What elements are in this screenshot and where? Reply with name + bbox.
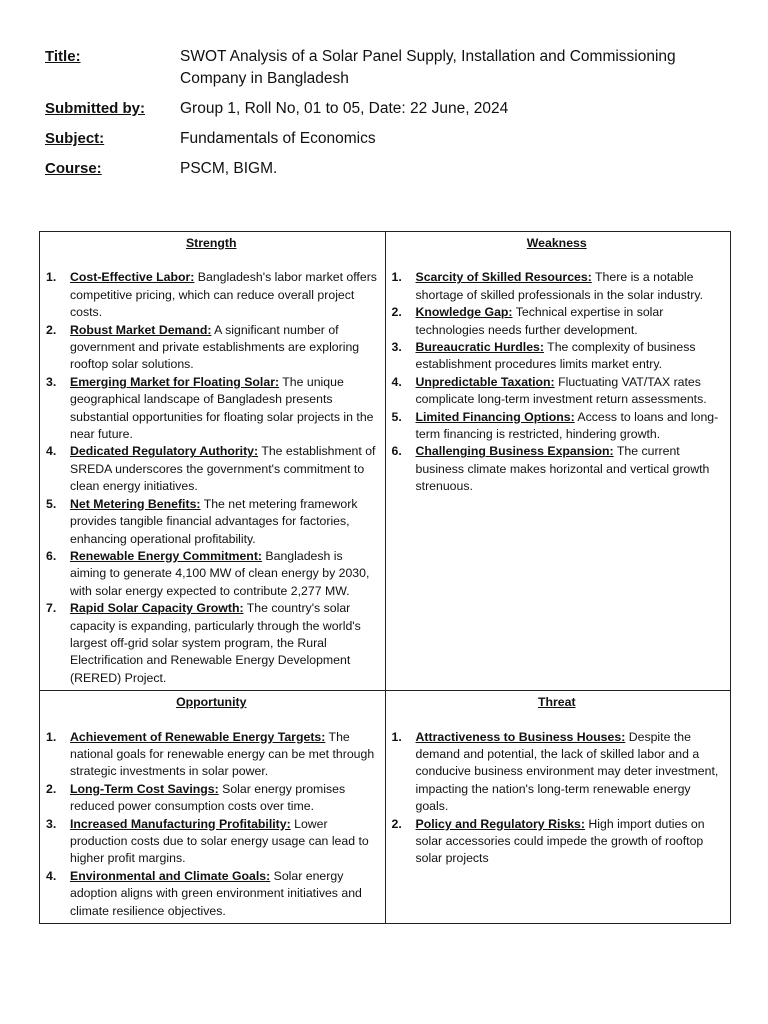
item-term: Challenging Business Expansion:	[415, 444, 614, 459]
item-body	[70, 600, 379, 687]
item-text: The current business climate makes horizontal and vertical growth strenuous.	[415, 444, 710, 494]
item-term: Long-Term Cost Savings:	[70, 781, 219, 796]
item-number: 4.	[46, 444, 57, 459]
swot-row-top	[40, 232, 731, 691]
item-body	[416, 443, 725, 495]
item-term: Increased Manufacturing Profitability:	[70, 816, 291, 831]
course-row	[45, 158, 735, 180]
swot-table	[39, 231, 731, 924]
item-number: 2.	[46, 322, 57, 337]
list-item	[44, 269, 379, 321]
item-text: The national goals for renewable energy can be met through strategic investments in solar power.	[70, 729, 375, 779]
item-number: 6.	[46, 548, 57, 563]
list-item	[390, 374, 725, 409]
list-item	[44, 868, 379, 920]
item-text: Bangladesh's labor market offers competitive pricing, which can reduce overall project costs.	[70, 270, 377, 320]
item-text: Technical expertise in solar technologies needs further development.	[415, 305, 664, 337]
document-title: SWOT Analysis of a Solar Panel Supply, Installation and Commissioning Company in Bangladesh	[180, 48, 676, 87]
subject-label: Subject:	[45, 130, 105, 147]
item-body	[70, 781, 379, 816]
item-number: 5.	[46, 496, 57, 511]
title-row	[45, 46, 735, 90]
list-item	[390, 729, 725, 816]
item-term: Bureaucratic Hurdles:	[415, 340, 544, 355]
item-term: Net Metering Benefits:	[70, 496, 201, 511]
item-text: A significant number of government and private establishments are exploring rooftop solar solutions.	[70, 322, 360, 372]
item-term: Environmental and Climate Goals:	[70, 868, 271, 883]
item-text: Lower production costs due to solar energy usage can lead to higher profit margins.	[70, 816, 369, 866]
item-text: The net metering framework provides tangible financial advantages for factories, enhancing operational profitability.	[70, 496, 358, 546]
list-item	[390, 409, 725, 444]
item-body	[70, 548, 379, 600]
opportunity-cell	[40, 691, 386, 924]
item-number: 1.	[391, 270, 402, 285]
item-term: Attractiveness to Business Houses:	[415, 729, 626, 744]
subject-value: Fundamentals of Economics	[180, 130, 376, 147]
weakness-list	[390, 269, 725, 495]
list-item	[44, 729, 379, 781]
item-body	[416, 269, 725, 304]
item-body	[416, 339, 725, 374]
title-label: Title:	[45, 48, 81, 65]
list-item	[44, 816, 379, 868]
strength-heading: Strength	[185, 236, 237, 250]
item-text: There is a notable shortage of skilled professionals in the solar industry.	[415, 270, 704, 302]
item-body	[70, 374, 379, 444]
item-body	[416, 409, 725, 444]
item-text: High import duties on solar accessories could impede the growth of rooftop solar projects	[415, 816, 705, 866]
item-term: Unpredictable Taxation:	[415, 374, 555, 389]
document-header	[45, 46, 735, 188]
item-body	[416, 304, 725, 339]
weakness-heading: Weakness	[526, 236, 587, 250]
item-text: Solar energy promises reduced power consumption costs over time.	[70, 781, 346, 814]
strength-list	[44, 269, 379, 687]
item-body	[70, 496, 379, 548]
item-body	[70, 269, 379, 321]
item-text: Access to loans and long-term financing is restricted, hindering growth.	[415, 409, 719, 442]
list-item	[44, 600, 379, 687]
item-text: Solar energy adoption aligns with green environment initiatives and climate resilience objectives.	[70, 868, 362, 918]
item-text: Despite the demand and potential, the lack of skilled labor and a conducive business environment may deter investment, impacting the nation's long-term renewable energy goals.	[415, 729, 719, 814]
threat-heading: Threat	[537, 695, 576, 710]
item-number: 4.	[391, 374, 402, 389]
strength-cell	[40, 232, 386, 691]
item-text: Bangladesh is aiming to generate 4,100 MW of clean energy by 2030, with solar energy expected to contribute 2,277 MW.	[70, 548, 370, 598]
subject-row	[45, 128, 735, 150]
item-text: The establishment of SREDA underscores the government's commitment to clean energy initiatives.	[70, 444, 376, 494]
item-body	[416, 374, 725, 409]
opportunity-list	[44, 729, 379, 920]
list-item	[390, 443, 725, 495]
course-label: Course:	[45, 160, 102, 177]
item-number: 2.	[46, 781, 57, 796]
item-number: 3.	[46, 374, 57, 389]
item-term: Renewable Energy Commitment:	[70, 548, 263, 563]
item-text: Fluctuating VAT/TAX rates complicate long-term investment return assessments.	[415, 374, 707, 407]
item-term: Rapid Solar Capacity Growth:	[70, 601, 244, 616]
item-body	[70, 868, 379, 920]
item-body	[70, 443, 379, 495]
item-number: 6.	[391, 444, 402, 459]
item-term: Robust Market Demand:	[70, 322, 212, 337]
item-text: The complexity of business establishment procedures limits market entry.	[415, 340, 696, 372]
list-item	[44, 443, 379, 495]
item-number: 1.	[391, 729, 402, 744]
list-item	[44, 322, 379, 374]
item-body	[416, 729, 725, 816]
item-number: 4.	[46, 868, 57, 883]
item-number: 7.	[46, 601, 57, 616]
item-text: The country's solar capacity is expanding, particularly through the world's largest off-grid solar system program, the Rural Electrification and Renewable Energy Development (RERED) Project.	[70, 601, 361, 685]
item-body	[70, 816, 379, 868]
threat-list	[390, 729, 725, 868]
item-number: 3.	[391, 340, 402, 355]
item-body	[416, 816, 725, 868]
course-value: PSCM, BIGM.	[180, 160, 278, 177]
item-term: Policy and Regulatory Risks:	[415, 816, 585, 831]
item-term: Knowledge Gap:	[415, 305, 513, 320]
submitted-value: Group 1, Roll No, 01 to 05, Date: 22 June, 2024	[180, 100, 509, 117]
item-body	[70, 729, 379, 781]
list-item	[44, 781, 379, 816]
list-item	[44, 496, 379, 548]
threat-cell	[385, 691, 731, 924]
item-body	[70, 322, 379, 374]
submitted-row	[45, 98, 735, 120]
item-number: 5.	[391, 409, 402, 424]
submitted-label: Submitted by:	[45, 100, 145, 117]
list-item	[390, 339, 725, 374]
item-term: Achievement of Renewable Energy Targets:	[70, 729, 326, 744]
item-number: 2.	[391, 305, 402, 320]
item-term: Emerging Market for Floating Solar:	[70, 374, 280, 389]
item-term: Cost-Effective Labor:	[70, 270, 195, 285]
swot-row-bottom	[40, 691, 731, 924]
item-number: 1.	[46, 270, 57, 285]
item-number: 2.	[391, 816, 402, 831]
list-item	[390, 269, 725, 304]
item-number: 3.	[46, 816, 57, 831]
item-text: The unique geographical landscape of Bangladesh presents substantial opportunities for floating solar projects in the near future.	[70, 374, 374, 442]
list-item	[390, 304, 725, 339]
item-term: Dedicated Regulatory Authority:	[70, 444, 259, 459]
list-item	[44, 374, 379, 444]
item-term: Limited Financing Options:	[415, 409, 575, 424]
weakness-cell	[385, 232, 731, 691]
list-item	[44, 548, 379, 600]
item-number: 1.	[46, 729, 57, 744]
item-term: Scarcity of Skilled Resources:	[415, 270, 592, 285]
list-item	[390, 816, 725, 868]
opportunity-heading: Opportunity	[176, 695, 247, 710]
